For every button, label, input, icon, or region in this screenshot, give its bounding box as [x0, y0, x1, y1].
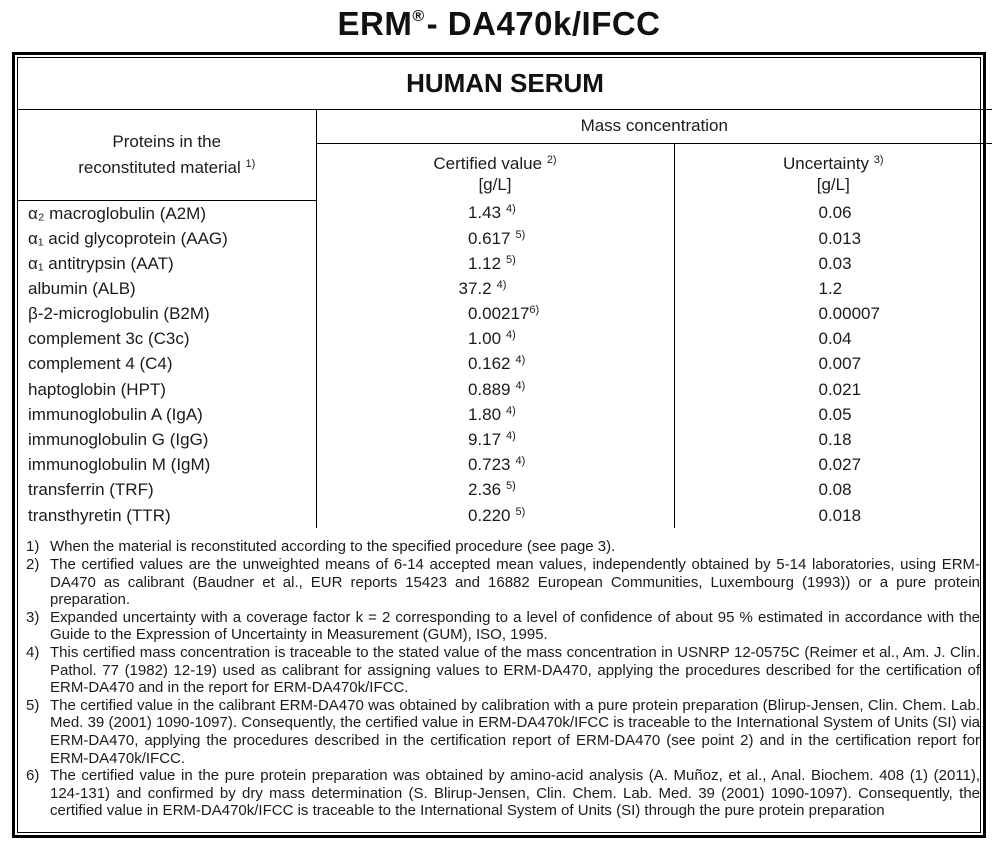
- uncertainty-value: 0.04: [674, 327, 992, 352]
- certificate-table-frame: [12, 52, 986, 838]
- footnote-marker: 6): [26, 767, 40, 785]
- certified-value-number: 1.12: [458, 253, 502, 273]
- certified-value-number: 37.2: [458, 278, 492, 298]
- footnote-marker: 1): [26, 538, 40, 556]
- certified-value: [316, 402, 674, 427]
- protein-name: α₁ acid glycoprotein (AAG): [18, 226, 316, 251]
- footnote-5: [24, 697, 984, 767]
- footnote-ref-5: 5): [515, 505, 526, 518]
- col-group-header-mass-concentration: Mass concentration: [316, 109, 992, 143]
- table-title: HUMAN SERUM: [18, 58, 992, 109]
- uncertainty-value: 0.021: [674, 377, 992, 402]
- footnote-ref-5: 5): [506, 253, 516, 266]
- footnote-4: [24, 644, 984, 697]
- table-title-row: [18, 58, 992, 109]
- footnote-text: The certified value in the calibrant ERM-DA470 was obtained by calibration with a pure protein preparation (Blirup-Jensen, Clin. Chem. Lab. Med. 39 (2001) 1090-1097). Consequently, the certified value in ERM-DA470k/IFCC is traceable to the International System of Units (SI) via ERM-DA470, applying the procedures described in the certification report of ERM-DA470 (see point 2) and in the certification report for ERM-DA470k/IFCC.: [50, 696, 981, 767]
- table-row: [18, 302, 992, 327]
- footnote-text: The certified values are the unweighted means of 6-14 accepted mean values, independently obtained by 5-14 laboratories, using ERM-DA470 as calibrant (Baudner et al., EUR reports 15423 and 16882 European Communities, Luxembourg (1993)) or a pure protein preparation.: [50, 555, 981, 609]
- col-header-uncertainty-label: Uncertainty: [783, 153, 869, 173]
- uncertainty-value: 1.2: [674, 276, 992, 301]
- footnote-ref-4: 4): [506, 430, 516, 442]
- footnote-ref-4: 4): [515, 455, 526, 468]
- table-row: [18, 226, 992, 251]
- page-title-prefix: ERM: [337, 5, 413, 42]
- col-header-certified-value: [316, 143, 674, 201]
- header-row-group: [18, 109, 992, 143]
- table-row: [18, 503, 992, 528]
- certified-value-number: 2.36: [458, 480, 502, 500]
- table-row: [18, 402, 992, 427]
- footnote-text: When the material is reconstituted according to the specified procedure (see page 3).: [50, 538, 616, 556]
- table-row: [18, 251, 992, 276]
- footnote-ref-4: 4): [506, 404, 516, 417]
- protein-name: α₂ macroglobulin (A2M): [18, 201, 316, 226]
- certified-value: [316, 302, 674, 327]
- uncertainty-value: 0.06: [674, 201, 992, 226]
- uncertainty-value: 0.05: [674, 402, 992, 427]
- protein-name: complement 4 (C4): [18, 352, 316, 377]
- page-title-suffix: - DA470k/IFCC: [426, 5, 661, 42]
- footnote-ref-5: 5): [515, 228, 526, 241]
- certified-value: [316, 427, 674, 452]
- protein-name: albumin (ALB): [18, 276, 316, 301]
- certificate-table: [18, 58, 992, 832]
- certified-value: [316, 503, 674, 528]
- col-header-uncertainty: [674, 143, 992, 201]
- certified-value: [316, 327, 674, 352]
- protein-name: transthyretin (TTR): [18, 503, 316, 528]
- footnote-ref-4: 4): [496, 278, 507, 291]
- uncertainty-value: 0.00007: [674, 302, 992, 327]
- footnote-text: This certified mass concentration is traceable to the stated value of the mass concentration in USNRP 12-0575C (Reimer et al., Am. J. Clin. Pathol. 77 (1982) 12-19) used as calibrant for assigning values to ERM-DA470, applying the procedures described for the certification of ERM-DA470 and in the report for ERM-DA470k/IFCC.: [50, 643, 981, 697]
- footnote-ref-3: 3): [873, 153, 884, 166]
- certified-value-number: 0.889: [458, 379, 511, 399]
- protein-name: haptoglobin (HPT): [18, 377, 316, 402]
- table-row: [18, 352, 992, 377]
- footnote-ref-1: 1): [245, 158, 256, 171]
- certified-value: [316, 251, 674, 276]
- footnote-marker: 3): [26, 608, 40, 626]
- certified-value-number: 0.00217: [458, 304, 530, 324]
- protein-name: β-2-microglobulin (B2M): [18, 302, 316, 327]
- registered-trademark-symbol: ®: [412, 8, 425, 25]
- certificate-table-inner-frame: [17, 57, 981, 833]
- col-header-uncertainty-unit: [g/L]: [816, 174, 850, 194]
- uncertainty-value: 0.027: [674, 453, 992, 478]
- footnote-ref-4: 4): [506, 203, 516, 216]
- footnote-text: Expanded uncertainty with a coverage factor k = 2 corresponding to a level of confidence of about 95 % estimated in accordance with the Guide to the Expression of Uncertainty in Measurement (GUM), ISO, 1995.: [50, 608, 981, 644]
- footnote-ref-4: 4): [506, 329, 516, 342]
- protein-name: α₁ antitrypsin (AAT): [18, 251, 316, 276]
- footnote-ref-2: 2): [546, 153, 557, 166]
- protein-rows: [18, 201, 992, 528]
- table-row: [18, 377, 992, 402]
- uncertainty-value: 0.013: [674, 226, 992, 251]
- col-header-proteins: [18, 109, 316, 200]
- footnote-ref-6: 6): [529, 304, 540, 317]
- certified-value-number: 1.00: [458, 329, 502, 349]
- table-row: [18, 453, 992, 478]
- footnotes-list: [24, 538, 984, 820]
- table-row: [18, 276, 992, 301]
- footnote-3: [24, 609, 984, 644]
- col-header-proteins-line2: reconstituted material: [78, 158, 241, 178]
- certified-value: [316, 478, 674, 503]
- col-header-certified-value-unit: [g/L]: [478, 174, 512, 194]
- footnote-6: [24, 767, 984, 820]
- certified-value: [316, 352, 674, 377]
- certified-value: [316, 377, 674, 402]
- certified-value-number: 0.162: [458, 354, 511, 374]
- table-row: [18, 427, 992, 452]
- footnote-ref-4: 4): [515, 379, 526, 392]
- footnote-marker: 5): [26, 696, 40, 714]
- table-row: [18, 478, 992, 503]
- certified-value: [316, 453, 674, 478]
- uncertainty-value: 0.08: [674, 478, 992, 503]
- footnote-ref-5: 5): [506, 480, 516, 493]
- certified-value-number: 0.220: [458, 505, 511, 525]
- certified-value-number: 0.617: [458, 228, 511, 248]
- page-title: [0, 0, 998, 43]
- footnote-2: [24, 556, 984, 609]
- footnote-text: The certified value in the pure protein preparation was obtained by amino-acid analysis (A. Muñoz, et al., Anal. Biochem. 408 (1) (2011), 124-131) and confirmed by dry mass determination (S. Blirup-Jensen, Clin. Chem. Lab. Med. 39 (2001) 1090-1097). Consequently, the certified value in ERM-DA470k/IFCC is traceable to the International System of Units (SI) through the pure protein preparation: [50, 767, 981, 820]
- col-header-proteins-line1: Proteins in the: [112, 132, 222, 152]
- certified-value: [316, 201, 674, 226]
- footnotes-row: [18, 528, 992, 832]
- uncertainty-value: 0.03: [674, 251, 992, 276]
- protein-name: immunoglobulin G (IgG): [18, 427, 316, 452]
- footnote-marker: 2): [26, 555, 40, 573]
- uncertainty-value: 0.007: [674, 352, 992, 377]
- certified-value: [316, 276, 674, 301]
- footnote-ref-4: 4): [515, 354, 526, 367]
- protein-name: immunoglobulin A (IgA): [18, 402, 316, 427]
- certified-value-number: 9.17: [458, 430, 502, 449]
- table-row: [18, 327, 992, 352]
- protein-name: transferrin (TRF): [18, 478, 316, 503]
- table-row: [18, 201, 992, 226]
- footnote-1: [24, 538, 984, 556]
- protein-name: immunoglobulin M (IgM): [18, 453, 316, 478]
- protein-name: complement 3c (C3c): [18, 327, 316, 352]
- certified-value: [316, 226, 674, 251]
- footnote-marker: 4): [26, 643, 40, 661]
- uncertainty-value: 0.18: [674, 427, 992, 452]
- certified-value-number: 1.80: [458, 404, 502, 424]
- uncertainty-value: 0.018: [674, 503, 992, 528]
- certified-value-number: 0.723: [458, 455, 511, 475]
- col-header-certified-value-label: Certified value: [433, 153, 543, 173]
- footnotes-cell: [18, 528, 992, 832]
- certified-value-number: 1.43: [458, 203, 502, 223]
